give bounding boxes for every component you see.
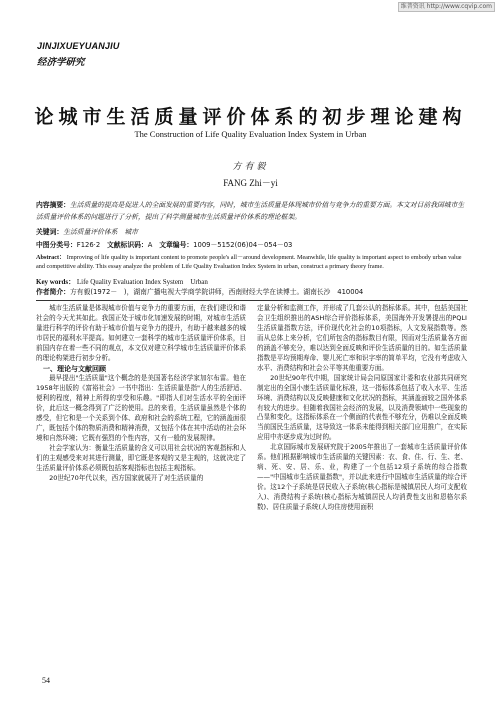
paragraph: 20世纪70年代以来，西方国家就展开了对生活质量的 [49, 473, 204, 482]
keywords-cn-text: 生活质量评价体系 城市 [63, 228, 138, 236]
abstract-en [36, 253, 468, 271]
journal-name-cn: 经济学研究 [37, 57, 85, 68]
paragraph: 城市生活质量是体现城市价值与竞争力的重要方面，在我们建设和谐社会的今天尤其如此。我国正处于城市化加速发展的时期，对城市生活质量进行科学的评价有助于城市价值与竞争力的提升，有助于越来越多的城市居民的福利水平提高。如何建立一套科学的城市生活质量评价体系，目前国内存在着一些不同的观点，本文仅对建立科学城市生活质量评价体系的理论构架进行初步分析。 [36, 304, 246, 362]
classification-line [36, 239, 468, 251]
paragraph: 最早提出"生活质量"这个概念的是美国著名经济学家加尔布雷。他在1958年出版的《富裕社会》一书中指出：生活质量是指"人的生活舒适、便利的程度，精神上所得的享受和乐趣。"即指人们对生活水平的全面评价，此后这一概念得到了广泛的使用。总的来看，生活质量虽然是个体的感受，但它和是一个关系到个体、政府和社会的系统工程，它的涵盖面很广，既包括个体的物质消费和精神消费，又包括个体在其中活动的社会环境和自然环境；它既有强烈的个性内容，又有一般的发展规律。 [36, 374, 246, 442]
author-info [36, 286, 468, 298]
keywords-en-text: Life Quality Evaluation Index System Urban [76, 278, 208, 286]
header-divider [36, 300, 468, 301]
author-info-text: 方有毅(1972－ )，湖南广播电视大学商学院讲师，西南财经大学在读博士。湖南长沙 410004 [69, 288, 364, 296]
keywords-cn-label: 关键词： [36, 228, 64, 236]
abstract-en-text: Improving of life quality is important content to promote people's all－around development. Meanwhile, life quality is important aspect to embody urban value and competitive ability. This essay analyze the problem of Life Quality Evaluation Index System in urban, construct a primary theory frame. [36, 254, 462, 270]
keywords-en-label: Key words： [36, 278, 76, 286]
paragraph: 北京国际城市发展研究院于2005年推出了一套城市生活质量评价体系。他们根据影响城市生活质量的关键因素：衣、食、住、行、生、老、病、死、安、居、乐、业，构建了一个包括12项子系统的综合指数——"中国城市生活质量指数"，并以此来进行中国城市生活质量的综合评价。这12个子系统是居民收入子系统(核心指标是城镇居民人均可支配收入)、消费结构子系统(核心指标为城镇居民人均消费性支出和恩格尔系数)、居住质量子系统(人均住房使用面积 [257, 443, 467, 512]
keywords-cn [36, 226, 468, 238]
body-column-right [257, 304, 467, 513]
abstract-cn-label: 内容摘要： [36, 201, 70, 209]
watermark: 维普资讯 http://www.cqvip.com [398, 2, 495, 12]
abstract-cn-text: 生活质量的提高是促进人的全面发展的重要内容，同时，城市生活质量是体现城市价值与竞争力的重要方面。本文对目前我国城市生活质量评价体系的问题进行了分析，提出了科学测量城市生活质量评价体系的理论框架。 [36, 201, 465, 221]
doc-code-value: A [147, 241, 153, 249]
author-info-label: 作者简介： [36, 288, 70, 296]
abstract-en-label: Abstract： [36, 254, 66, 261]
journal-name-en: JINJIXUEYUANJIU [37, 41, 120, 51]
paragraph: 20世纪90年代中期，国家统计局会同原国家计委和农业部共同研究制定出的全国小康生活质量化标准，这一指标体系包括了收入水平、生活环境、消费结构以及反映健康和文化状况的指标，其涵盖面较之国外体系有较大的进步。但随着我国社会经济的发展，以及消费领域中一些现象的凸显和变化，这指标体系在一个侧面的代表性不够充分，仍难以全面反映当前国民生活质量，这导致这一体系未能得到相关部门应用推广，在实际应用中亦逐步成为过时的。 [257, 373, 467, 442]
article-title-cn: 论城市生活质量评价体系的初步理论建构 [34, 106, 467, 128]
abstract-cn [36, 199, 468, 223]
paragraph: 定量分析和监测工作，并形成了几套公认的指标体系。其中，包括美国社会卫生组织推出的ASH综合评价指标体系，美国海外开发署提出的PQLI生活质量指数方法，评价现代化社会的10项指标，人文发展指数等。然而从总体上来分析，它们所包含的指标数目有限，因而对生活质量各方面的涵盖不够充分，难以达到全面反映和评价生活质量的目的。如生活质量指数是平均预期寿命、婴儿死亡率和识字率的简单平均，它没有考虑收入水平、消费结构和社会公平等其他重要方面。 [257, 304, 467, 372]
author-name-cn: 方有毅 [232, 162, 269, 172]
clc-value: F126·2 [76, 241, 101, 249]
section-heading: 一、理论与文献回顾 [43, 364, 106, 373]
article-title-en: The Construction of Life Quality Evaluation Index System in Urban [134, 129, 367, 139]
paragraph: 社会学家认为：衡量生活质量的含义可以用社会状况的客观指标和人们的主观感受来对其进行测量，即它既是客观的又是主观的，这就决定了生活质量评价体系必须既包括客观指标也包括主观指标。 [36, 443, 246, 472]
article-id-value: 1009－5152(06)04－054－03 [193, 241, 293, 249]
page-number: 54 [42, 676, 50, 685]
body-column-left [36, 304, 246, 484]
clc-label: 中图分类号： [36, 241, 77, 249]
author-name-en: FANG Zhi－yi [223, 178, 278, 188]
article-id-label: 文章编号： [159, 241, 194, 249]
doc-code-label: 文献标识码： [106, 241, 148, 249]
